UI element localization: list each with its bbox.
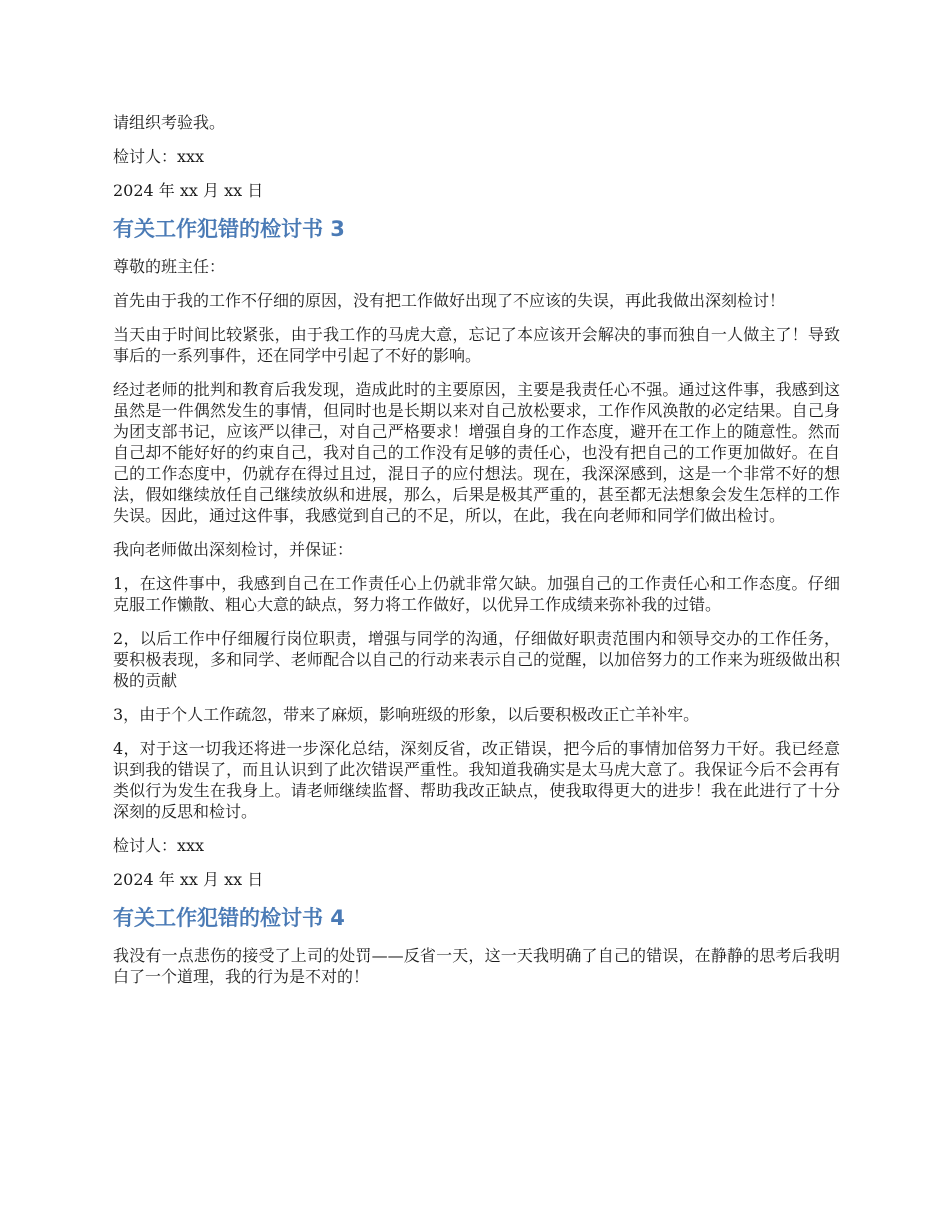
paragraph: 我没有一点悲伤的接受了上司的处罚——反省一天，这一天我明确了自己的错误，在静静的思考后我明白了一个道理，我的行为是不对的！ (113, 946, 840, 986)
salutation: 尊敬的班主任： (113, 257, 226, 276)
signer-line: 检讨人：xxx (113, 147, 205, 166)
list-item: 2，以后工作中仔细履行岗位职责，增强与同学的沟通，仔细做好职责范围内和领导交办的工作任务，要积极表现，多和同学、老师配合以自己的行动来表示自己的觉醒，以加倍努力的工作来为班级做出积极的贡献 (113, 629, 840, 690)
signer-line: 检讨人：xxx (113, 836, 205, 855)
date-line: 2024 年 xx 月 xx 日 (113, 870, 264, 889)
document-page (113, 112, 840, 1000)
section-heading-3: 有关工作犯错的检讨书 3 (113, 217, 345, 241)
paragraph: 请组织考验我。 (113, 113, 226, 132)
paragraph: 经过老师的批判和教育后我发现，造成此时的主要原因，主要是我责任心不强。通过这件事，我感到这虽然是一件偶然发生的事情，但同时也是长期以来对自己放松要求，工作作风涣散的必定结果。自己身为团支部书记，应该严以律己，对自己严格要求！增强自身的工作态度，避开在工作上的随意性。然而自己却不能好好的约束自己，我对自己的工作没有足够的责任心，也没有把自己的工作更加做好。在自己的工作态度中，仍就存在得过且过，混日子的应付想法。现在，我深深感到，这是一个非常不好的想法，假如继续放任自己继续放纵和进展，那么，后果是极其严重的，甚至都无法想象会发生怎样的工作失误。因此，通过这件事，我感觉到自己的不足，所以，在此，我在向老师和同学们做出检讨。 (113, 380, 840, 525)
list-item: 4，对于这一切我还将进一步深化总结，深刻反省，改正错误，把今后的事情加倍努力干好。我已经意识到我的错误了，而且认识到了此次错误严重性。我知道我确实是太马虎大意了。我保证今后不会再有类似行为发生在我身上。请老师继续监督、帮助我改正缺点，使我取得更大的进步！我在此进行了十分深刻的反思和检讨。 (113, 739, 840, 821)
list-item: 3，由于个人工作疏忽，带来了麻烦，影响班级的形象，以后要积极改正亡羊补牢。 (113, 705, 700, 724)
list-item: 1，在这件事中，我感到自己在工作责任心上仍就非常欠缺。加强自己的工作责任心和工作态度。仔细克服工作懒散、粗心大意的缺点，努力将工作做好，以优异工作成绩来弥补我的过错。 (113, 574, 840, 614)
section-heading-4: 有关工作犯错的检讨书 4 (113, 906, 345, 930)
date-line: 2024 年 xx 月 xx 日 (113, 181, 264, 200)
paragraph: 首先由于我的工作不仔细的原因，没有把工作做好出现了不应该的失误，再此我做出深刻检讨！ (113, 291, 786, 310)
paragraph: 我向老师做出深刻检讨，并保证： (113, 540, 354, 559)
paragraph: 当天由于时间比较紧张，由于我工作的马虎大意，忘记了本应该开会解决的事而独自一人做主了！导致事后的一系列事件，还在同学中引起了不好的影响。 (113, 325, 840, 365)
